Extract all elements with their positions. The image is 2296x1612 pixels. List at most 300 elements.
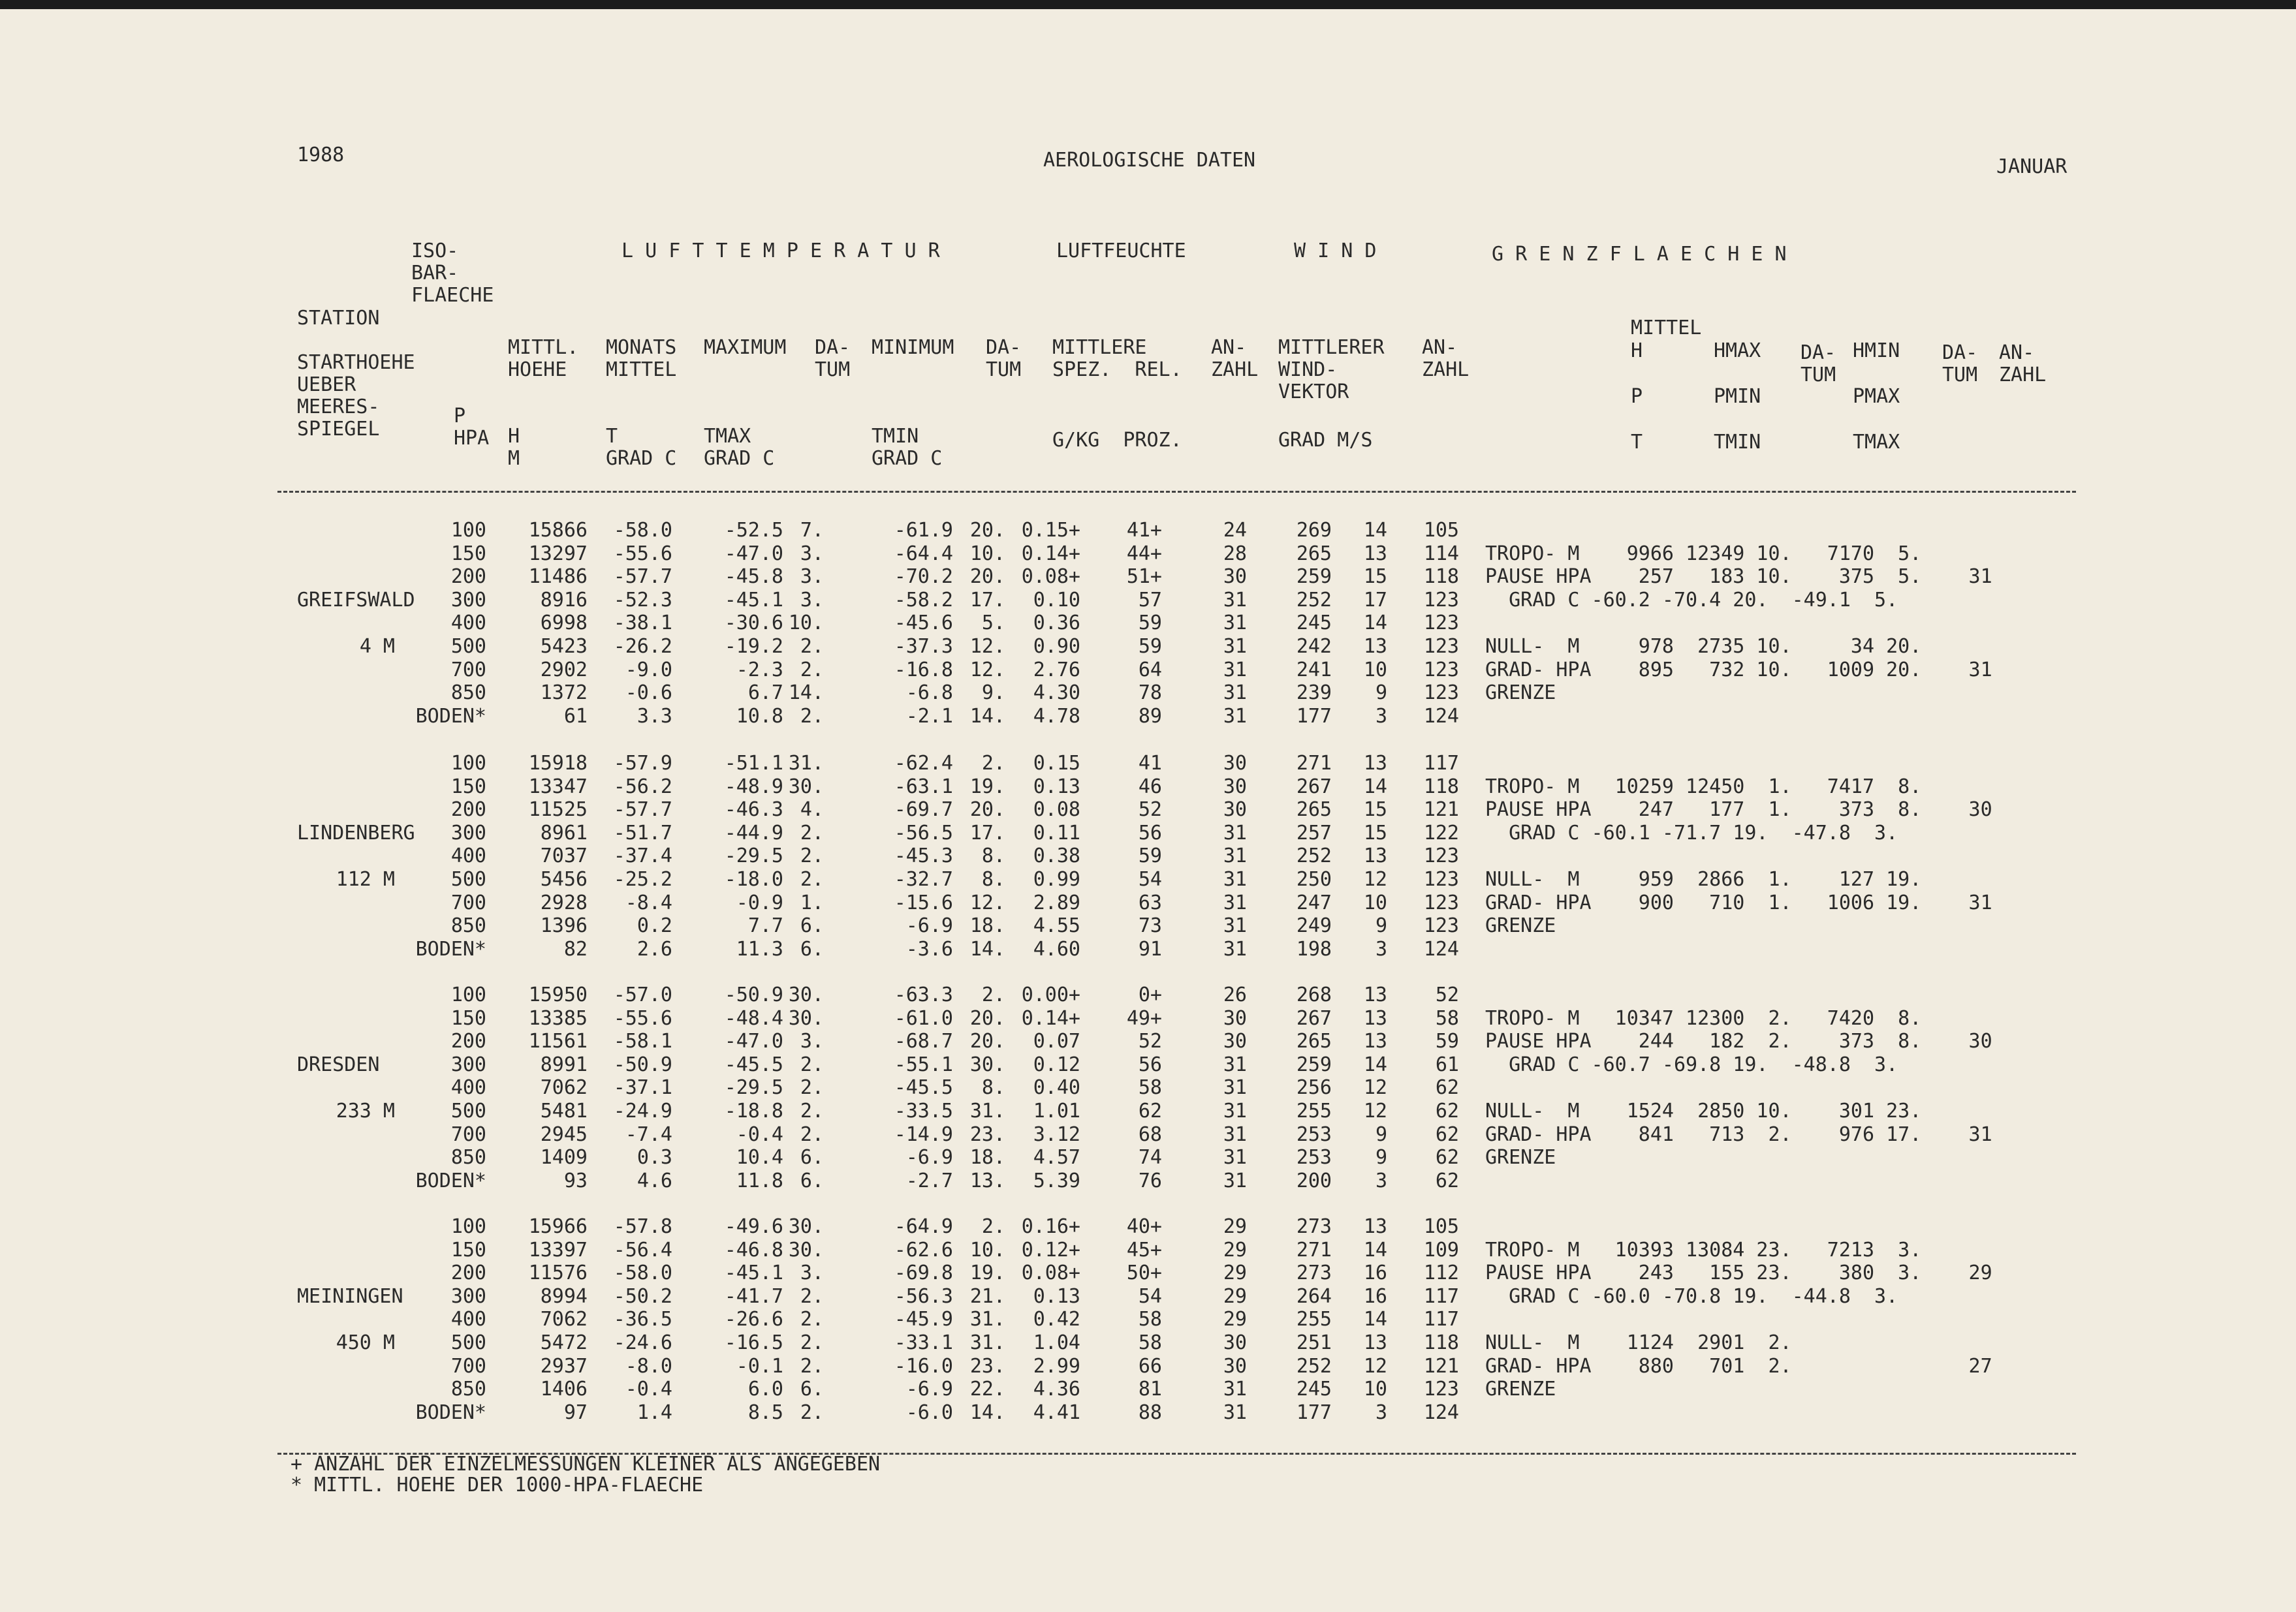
cell-tmin-datum: 18.: [969, 1146, 1005, 1170]
cell-wind-ms: 13: [1363, 1215, 1387, 1238]
cell-anzahl-feuchte: 30: [1223, 752, 1247, 775]
cell-rel: 54: [1138, 1284, 1162, 1308]
cell-wind-grad: 177: [1296, 704, 1332, 728]
cell-mittl-hoehe: 15966: [528, 1215, 588, 1238]
cell-anzahl-feuchte: 29: [1223, 1308, 1247, 1331]
cell-tmax-datum: 2.: [800, 1076, 824, 1100]
cell-rel: 88: [1138, 1401, 1162, 1424]
cell-wind-grad: 253: [1296, 1146, 1332, 1170]
cell-tmin-datum: 23.: [969, 1123, 1005, 1146]
cell-mittl-hoehe: 13297: [528, 542, 588, 565]
cell-mittl-hoehe: 93: [563, 1169, 588, 1192]
cell-tmin: -16.0: [894, 1354, 953, 1378]
cell-anzahl-feuchte: 31: [1223, 612, 1247, 635]
cell-mittl-hoehe: 13385: [528, 1006, 588, 1030]
cell-mittl-hoehe: 82: [563, 937, 588, 961]
cell-tmax-datum: 2.: [800, 1284, 824, 1308]
grenzflaechen-line: TROPO- M 10347 12300 2. 7420 8.: [1485, 1006, 1922, 1030]
cell-rel: 52: [1138, 798, 1162, 822]
cell-tmax-datum: 30.: [788, 1215, 824, 1238]
cell-mittl-hoehe: 5423: [540, 635, 588, 658]
cell-wind-ms: 16: [1363, 1284, 1387, 1308]
cell-tmax: -44.9: [724, 821, 783, 845]
cell-wind-grad: 249: [1296, 914, 1332, 938]
cell-anzahl-feuchte: 29: [1223, 1284, 1247, 1308]
cell-rel: 74: [1138, 1146, 1162, 1170]
cell-rel: 46: [1138, 775, 1162, 798]
cell-tmax: -50.9: [724, 984, 783, 1006]
cell-monatsmittel: -57.7: [613, 798, 672, 822]
cell-wind-grad: 251: [1296, 1331, 1332, 1354]
cell-anzahl-feuchte: 30: [1223, 1006, 1247, 1030]
header-gf-datum: TUM: [1942, 364, 1978, 386]
cell-tmin-datum: 20.: [969, 565, 1005, 589]
cell-anzahl-feuchte: 29: [1223, 1215, 1247, 1238]
cell-tmin: -55.1: [894, 1053, 953, 1076]
cell-anzahl-feuchte: 31: [1223, 1100, 1247, 1123]
cell-anzahl-wind: 124: [1423, 937, 1459, 961]
cell-anzahl-feuchte: 31: [1223, 937, 1247, 961]
cell-mittl-hoehe: 5481: [540, 1100, 588, 1123]
header-gf-mittel: T: [1631, 431, 1643, 454]
cell-tmax: -45.5: [724, 1053, 783, 1076]
cell-wind-grad: 265: [1296, 798, 1332, 822]
cell-tmax: 10.8: [736, 704, 783, 728]
cell-spez: 0.08: [1033, 798, 1080, 822]
grenzflaechen-line: GRAD C -60.0 -70.8 19. -44.8 3.: [1485, 1284, 1898, 1308]
cell-anzahl-wind: 123: [1423, 1378, 1459, 1401]
cell-wind-grad: 198: [1296, 937, 1332, 961]
page-title: AEROLOGISCHE DATEN: [1043, 149, 1256, 172]
cell-tmax: -30.6: [724, 612, 783, 635]
cell-monatsmittel: -37.1: [613, 1076, 672, 1100]
header-gf-mittel: P: [1631, 385, 1643, 408]
cell-wind-ms: 12: [1363, 1076, 1387, 1100]
cell-tmin: -45.6: [894, 612, 953, 635]
cell-spez: 3.12: [1033, 1123, 1080, 1146]
grenzflaechen-line: GRAD- HPA 880 701 2. 27: [1485, 1354, 1992, 1378]
cell-anzahl-feuchte: 31: [1223, 635, 1247, 658]
cell-wind-grad: 177: [1296, 1401, 1332, 1424]
cell-rel: 73: [1138, 914, 1162, 938]
grenzflaechen-line: GRENZE: [1485, 1146, 1556, 1170]
cell-mittl-hoehe: 11525: [528, 798, 588, 822]
grenzflaechen-line: GRAD C -60.2 -70.4 20. -49.1 5.: [1485, 588, 1898, 612]
cell-anzahl-feuchte: 28: [1223, 542, 1247, 565]
cell-tmax: 11.8: [736, 1169, 783, 1192]
cell-tmax-datum: 6.: [800, 1378, 824, 1401]
cell-tmin: -33.5: [894, 1100, 953, 1123]
cell-iso-p: 100: [450, 519, 486, 542]
cell-tmax-datum: 2.: [800, 1354, 824, 1378]
cell-anzahl-wind: 109: [1423, 1238, 1459, 1262]
cell-anzahl-wind: 123: [1423, 868, 1459, 891]
cell-anzahl-feuchte: 31: [1223, 1401, 1247, 1424]
cell-iso-p: 200: [450, 798, 486, 822]
cell-tmax: -48.9: [724, 775, 783, 798]
cell-spez: 4.36: [1033, 1378, 1080, 1401]
cell-tmin: -63.1: [894, 775, 953, 798]
header-mittl-hoehe: M: [508, 447, 520, 470]
cell-tmax: 7.7: [747, 914, 783, 938]
cell-monatsmittel: -24.9: [613, 1100, 672, 1123]
cell-anzahl-wind: 62: [1435, 1123, 1459, 1146]
cell-anzahl-feuchte: 30: [1223, 1354, 1247, 1378]
cell-monatsmittel: -0.4: [625, 1378, 672, 1401]
cell-tmin-datum: 10.: [969, 542, 1005, 565]
cell-mittl-hoehe: 1396: [540, 914, 588, 938]
cell-tmax-datum: 3.: [800, 565, 824, 589]
cell-tmin-datum: 17.: [969, 821, 1005, 845]
cell-wind-grad: 268: [1296, 984, 1332, 1006]
cell-iso-p: 300: [450, 821, 486, 845]
cell-tmin-datum: 21.: [969, 1284, 1005, 1308]
cell-anzahl-wind: 58: [1435, 1006, 1459, 1030]
cell-rel: 58: [1138, 1308, 1162, 1331]
cell-tmin-datum: 12.: [969, 658, 1005, 681]
cell-wind-ms: 14: [1363, 519, 1387, 542]
cell-wind-grad: 252: [1296, 588, 1332, 612]
cell-wind-ms: 10: [1363, 891, 1387, 914]
cell-wind-ms: 3: [1375, 937, 1387, 961]
cell-rel: 66: [1138, 1354, 1162, 1378]
cell-tmin: -62.4: [894, 752, 953, 775]
cell-spez: 0.11: [1033, 821, 1080, 845]
cell-wind-grad: 252: [1296, 845, 1332, 868]
cell-tmin-datum: 8.: [981, 868, 1005, 891]
cell-wind-grad: 259: [1296, 565, 1332, 589]
cell-iso-p: 100: [450, 752, 486, 775]
cell-tmax: -48.4: [724, 1006, 783, 1030]
cell-tmin: -56.5: [894, 821, 953, 845]
cell-wind-ms: 14: [1363, 1053, 1387, 1076]
cell-mittl-hoehe: 15950: [528, 984, 588, 1006]
header-gf-datum: DA-: [1801, 341, 1836, 364]
cell-iso-p: 700: [450, 1123, 486, 1146]
cell-tmax-datum: 6.: [800, 914, 824, 938]
cell-anzahl-wind: 118: [1423, 775, 1459, 798]
cell-monatsmittel: 0.2: [637, 914, 672, 938]
cell-tmax: -2.3: [736, 658, 783, 681]
cell-mittl-hoehe: 1406: [540, 1378, 588, 1401]
cell-anzahl-wind: 123: [1423, 914, 1459, 938]
cell-spez: 0.40: [1033, 1076, 1080, 1100]
cell-monatsmittel: -51.7: [613, 821, 672, 845]
cell-rel: 40+: [1126, 1215, 1162, 1238]
cell-iso-p: 500: [450, 868, 486, 891]
cell-tmin: -45.5: [894, 1076, 953, 1100]
cell-iso-p: 850: [450, 681, 486, 705]
cell-spez: 0.16+: [1021, 1215, 1080, 1238]
cell-wind-grad: 253: [1296, 1123, 1332, 1146]
grenzflaechen-line: GRENZE: [1485, 1378, 1556, 1401]
header-monatsmittel: MONATS: [606, 336, 677, 359]
footnote-plus: + ANZAHL DER EINZELMESSUNGEN KLEINER ALS ANGEGEBEN: [291, 1453, 881, 1476]
cell-monatsmittel: -8.4: [625, 891, 672, 914]
cell-anzahl-wind: 62: [1435, 1076, 1459, 1100]
cell-wind-grad: 264: [1296, 1284, 1332, 1308]
cell-tmax-datum: 2.: [800, 821, 824, 845]
cell-anzahl-wind: 123: [1423, 658, 1459, 681]
header-gf-mittel: H: [1631, 339, 1643, 362]
cell-rel: 57: [1138, 588, 1162, 612]
station-name: GREIFSWALD: [297, 588, 415, 612]
cell-tmax-datum: 14.: [788, 681, 824, 705]
cell-rel: 62: [1138, 1100, 1162, 1123]
cell-iso-p: 100: [450, 984, 486, 1006]
cell-wind-ms: 3: [1375, 704, 1387, 728]
header-divider: [277, 491, 2076, 493]
cell-tmax-datum: 3.: [800, 1262, 824, 1285]
header-isobarflaeche: ISO-: [411, 240, 459, 262]
cell-anzahl-wind: 114: [1423, 542, 1459, 565]
cell-mittl-hoehe: 8961: [540, 821, 588, 845]
cell-wind-ms: 13: [1363, 1006, 1387, 1030]
header-minimum: MINIMUM: [872, 336, 954, 359]
cell-monatsmittel: -50.2: [613, 1284, 672, 1308]
grenzflaechen-line: GRAD C -60.7 -69.8 19. -48.8 3.: [1485, 1053, 1898, 1076]
cell-mittl-hoehe: 5472: [540, 1331, 588, 1354]
cell-anzahl-feuchte: 31: [1223, 681, 1247, 705]
cell-monatsmittel: -58.1: [613, 1030, 672, 1053]
header-datum: TUM: [815, 358, 851, 381]
grenzflaechen-line: GRENZE: [1485, 914, 1556, 938]
station-height: 112 M: [336, 868, 395, 891]
cell-iso-p: 150: [450, 542, 486, 565]
cell-monatsmittel: -57.9: [613, 752, 672, 775]
cell-tmin-datum: 8.: [981, 845, 1005, 868]
cell-wind-grad: 257: [1296, 821, 1332, 845]
cell-iso-p: 400: [450, 1308, 486, 1331]
grenzflaechen-line: GRAD C -60.1 -71.7 19. -47.8 3.: [1485, 821, 1898, 845]
cell-spez: 4.30: [1033, 681, 1080, 705]
cell-anzahl-feuchte: 31: [1223, 891, 1247, 914]
cell-tmin-datum: 5.: [981, 612, 1005, 635]
cell-tmin-datum: 18.: [969, 914, 1005, 938]
header-maximum: TMAX: [704, 425, 751, 448]
cell-monatsmittel: -7.4: [625, 1123, 672, 1146]
station-height: 233 M: [336, 1100, 395, 1123]
cell-monatsmittel: 1.4: [637, 1401, 672, 1424]
cell-tmin-datum: 31.: [969, 1331, 1005, 1354]
cell-tmax: -18.0: [724, 868, 783, 891]
cell-monatsmittel: -8.0: [625, 1354, 672, 1378]
cell-iso-p: BODEN*: [415, 1169, 486, 1192]
cell-wind-ms: 17: [1363, 588, 1387, 612]
cell-wind-ms: 3: [1375, 1401, 1387, 1424]
cell-iso-p: 850: [450, 1146, 486, 1170]
cell-rel: 58: [1138, 1331, 1162, 1354]
cell-mittl-hoehe: 97: [563, 1401, 588, 1424]
cell-anzahl-feuchte: 31: [1223, 868, 1247, 891]
cell-anzahl-wind: 123: [1423, 612, 1459, 635]
header-gf-datum: TUM: [1801, 364, 1836, 386]
cell-tmin-datum: 22.: [969, 1378, 1005, 1401]
cell-wind-ms: 15: [1363, 565, 1387, 589]
cell-monatsmittel: 2.6: [637, 937, 672, 961]
cell-tmax: 8.5: [747, 1401, 783, 1424]
cell-wind-ms: 13: [1363, 984, 1387, 1006]
cell-tmax: -18.8: [724, 1100, 783, 1123]
cell-anzahl-wind: 62: [1435, 1100, 1459, 1123]
header-wind-vektor: WIND-: [1278, 358, 1338, 381]
grenzflaechen-line: NULL- M 978 2735 10. 34 20.: [1485, 635, 1922, 658]
cell-monatsmittel: -57.7: [613, 565, 672, 589]
header-anzahl: ZAHL: [1211, 358, 1259, 381]
cell-tmax-datum: 6.: [800, 937, 824, 961]
cell-tmin-datum: 12.: [969, 635, 1005, 658]
cell-wind-ms: 16: [1363, 1262, 1387, 1285]
cell-wind-ms: 12: [1363, 1100, 1387, 1123]
cell-spez: 5.39: [1033, 1169, 1080, 1192]
cell-wind-ms: 13: [1363, 542, 1387, 565]
cell-tmin-datum: 13.: [969, 1169, 1005, 1192]
cell-wind-grad: 252: [1296, 1354, 1332, 1378]
cell-anzahl-wind: 122: [1423, 821, 1459, 845]
cell-wind-grad: 247: [1296, 891, 1332, 914]
cell-wind-grad: 273: [1296, 1262, 1332, 1285]
cell-anzahl-feuchte: 24: [1223, 519, 1247, 542]
cell-rel: 63: [1138, 891, 1162, 914]
cell-tmin-datum: 14.: [969, 937, 1005, 961]
cell-tmax-datum: 2.: [800, 868, 824, 891]
cell-anzahl-wind: 121: [1423, 1354, 1459, 1378]
cell-tmax-datum: 6.: [800, 1146, 824, 1170]
cell-tmax: -47.0: [724, 1030, 783, 1053]
cell-monatsmittel: -58.0: [613, 1262, 672, 1285]
cell-tmax: -19.2: [724, 635, 783, 658]
cell-anzahl-wind: 123: [1423, 681, 1459, 705]
header-lufttemperatur: L U F T T E M P E R A T U R: [621, 240, 940, 262]
cell-spez: 0.15: [1033, 752, 1080, 775]
cell-mittl-hoehe: 2945: [540, 1123, 588, 1146]
cell-spez: 2.76: [1033, 658, 1080, 681]
cell-spez: 4.57: [1033, 1146, 1080, 1170]
cell-spez: 0.38: [1033, 845, 1080, 868]
cell-mittl-hoehe: 7037: [540, 845, 588, 868]
cell-wind-ms: 14: [1363, 1308, 1387, 1331]
cell-mittl-hoehe: 11561: [528, 1030, 588, 1053]
cell-anzahl-wind: 123: [1423, 891, 1459, 914]
grenzflaechen-line: TROPO- M 10393 13084 23. 7213 3.: [1485, 1238, 1922, 1262]
header-anzahl: AN-: [1211, 336, 1247, 359]
cell-mittl-hoehe: 7062: [540, 1076, 588, 1100]
cell-tmin: -2.1: [905, 704, 953, 728]
cell-spez: 0.00+: [1021, 984, 1080, 1006]
cell-tmax: -47.0: [724, 542, 783, 565]
cell-mittl-hoehe: 8994: [540, 1284, 588, 1308]
cell-anzahl-wind: 123: [1423, 845, 1459, 868]
cell-wind-grad: 269: [1296, 519, 1332, 542]
station-height: 450 M: [336, 1331, 395, 1354]
header-gf-mittel: MITTEL: [1631, 317, 1702, 339]
cell-rel: 64: [1138, 658, 1162, 681]
cell-tmax: -0.9: [736, 891, 783, 914]
grenzflaechen-line: TROPO- M 9966 12349 10. 7170 5.: [1485, 542, 1922, 565]
cell-iso-p: 150: [450, 775, 486, 798]
cell-spez: 4.78: [1033, 704, 1080, 728]
cell-wind-grad: 255: [1296, 1100, 1332, 1123]
cell-tmin: -33.1: [894, 1331, 953, 1354]
cell-mittl-hoehe: 1409: [540, 1146, 588, 1170]
cell-iso-p: 850: [450, 914, 486, 938]
cell-tmax-datum: 2.: [800, 1308, 824, 1331]
grenzflaechen-line: GRAD- HPA 900 710 1. 1006 19. 31: [1485, 891, 1992, 914]
cell-rel: 44+: [1126, 542, 1162, 565]
cell-wind-ms: 12: [1363, 868, 1387, 891]
cell-monatsmittel: -24.6: [613, 1331, 672, 1354]
cell-tmin-datum: 14.: [969, 1401, 1005, 1424]
cell-tmax-datum: 2.: [800, 704, 824, 728]
cell-anzahl-feuchte: 31: [1223, 1123, 1247, 1146]
cell-anzahl-feuchte: 31: [1223, 1378, 1247, 1401]
grenzflaechen-line: PAUSE HPA 244 182 2. 373 8. 30: [1485, 1030, 1992, 1053]
grenzflaechen-line: TROPO- M 10259 12450 1. 7417 8.: [1485, 775, 1922, 798]
cell-tmin-datum: 2.: [981, 752, 1005, 775]
cell-tmin: -70.2: [894, 565, 953, 589]
cell-iso-p: 200: [450, 1262, 486, 1285]
cell-wind-ms: 3: [1375, 1169, 1387, 1192]
cell-tmin: -37.3: [894, 635, 953, 658]
cell-anzahl-wind: 118: [1423, 1331, 1459, 1354]
cell-monatsmittel: -55.6: [613, 1006, 672, 1030]
cell-iso-p: 500: [450, 635, 486, 658]
header-feuchte-units: G/KG PROZ.: [1052, 429, 1182, 452]
cell-spez: 0.12+: [1021, 1238, 1080, 1262]
cell-tmax: -41.7: [724, 1284, 783, 1308]
cell-rel: 78: [1138, 681, 1162, 705]
cell-wind-grad: 267: [1296, 775, 1332, 798]
cell-mittl-hoehe: 5456: [540, 868, 588, 891]
header-station: STATION: [297, 307, 380, 330]
cell-anzahl-feuchte: 31: [1223, 704, 1247, 728]
cell-wind-ms: 14: [1363, 775, 1387, 798]
cell-wind-ms: 10: [1363, 1378, 1387, 1401]
cell-iso-p: BODEN*: [415, 1401, 486, 1424]
cell-tmax-datum: 3.: [800, 588, 824, 612]
cell-iso-p: 150: [450, 1006, 486, 1030]
cell-wind-grad: 200: [1296, 1169, 1332, 1192]
header-wind: W I N D: [1294, 240, 1377, 262]
cell-tmax-datum: 10.: [788, 612, 824, 635]
cell-monatsmittel: 0.3: [637, 1146, 672, 1170]
cell-mittl-hoehe: 2902: [540, 658, 588, 681]
cell-rel: 59: [1138, 635, 1162, 658]
grenzflaechen-line: GRAD- HPA 841 713 2. 976 17. 31: [1485, 1123, 1992, 1146]
cell-iso-p: 500: [450, 1331, 486, 1354]
cell-iso-p: 300: [450, 588, 486, 612]
cell-monatsmittel: -50.9: [613, 1053, 672, 1076]
cell-spez: 0.13: [1033, 775, 1080, 798]
cell-rel: 56: [1138, 1053, 1162, 1076]
header-gf-hmin: PMAX: [1853, 385, 1900, 408]
cell-tmin-datum: 2.: [981, 984, 1005, 1006]
cell-tmin: -6.9: [905, 1146, 953, 1170]
cell-spez: 1.01: [1033, 1100, 1080, 1123]
cell-anzahl-wind: 105: [1423, 1215, 1459, 1238]
header-wind-units: GRAD M/S: [1278, 429, 1373, 452]
cell-tmax: 6.0: [747, 1378, 783, 1401]
cell-spez: 0.13: [1033, 1284, 1080, 1308]
cell-wind-ms: 13: [1363, 635, 1387, 658]
cell-rel: 41: [1138, 752, 1162, 775]
cell-wind-ms: 13: [1363, 845, 1387, 868]
cell-tmax-datum: 2.: [800, 1053, 824, 1076]
cell-wind-grad: 242: [1296, 635, 1332, 658]
cell-anzahl-wind: 62: [1435, 1169, 1459, 1192]
cell-iso-p: 300: [450, 1053, 486, 1076]
header-monatsmittel: MITTEL: [606, 358, 677, 381]
